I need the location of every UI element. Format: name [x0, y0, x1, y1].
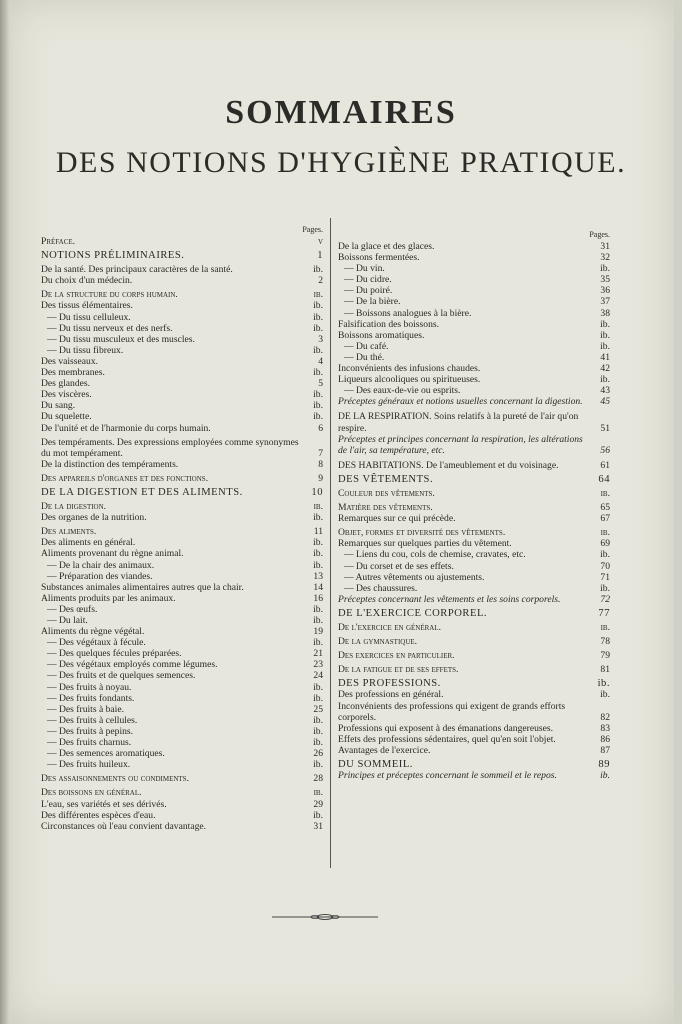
toc-entry-page: ib.: [313, 289, 323, 301]
toc-entry-title: Effets des professions sédentaires, quel qu'en soit l'objet.: [338, 733, 556, 745]
toc-entry-page: ib.: [313, 501, 323, 513]
toc-entry-page: 8: [318, 458, 323, 470]
toc-entry: [338, 374, 610, 385]
toc-entry-title: — Des eaux-de-vie ou esprits.: [344, 385, 461, 397]
toc-entry-page: 37: [600, 296, 610, 308]
toc-entry-title: — Des chaussures.: [344, 582, 418, 594]
toc-entry-title: Du squelette.: [41, 411, 92, 423]
toc-entry-page: 10: [311, 486, 323, 498]
toc-entry: [338, 385, 610, 396]
toc-entry-title: — Des fruits et de quelques semences.: [47, 670, 196, 682]
toc-entry-page: 61: [600, 459, 610, 471]
toc-entry: [41, 582, 323, 593]
toc-entry: [338, 502, 610, 513]
toc-entry-page: ib.: [600, 527, 610, 539]
toc-entry: [41, 759, 323, 770]
toc-entry-page: 69: [600, 538, 610, 550]
toc-entry: [41, 737, 323, 748]
toc-entry: [338, 572, 610, 583]
toc-entry-page: ib.: [313, 787, 323, 799]
toc-entry-page: 65: [600, 502, 610, 514]
toc-entry-page: 31: [600, 241, 610, 252]
toc-right-column: [338, 229, 610, 781]
toc-entry: [41, 537, 323, 548]
toc-entry-title: DES PROFESSIONS.: [338, 678, 441, 690]
toc-entry-title: — De la chair des animaux.: [47, 559, 155, 571]
toc-entry: [338, 330, 610, 341]
toc-entry-page: 36: [600, 285, 610, 297]
toc-entry: [338, 411, 610, 433]
toc-entry-title: DU SOMMEIL.: [338, 759, 413, 771]
toc-entry-page: 72: [600, 593, 610, 605]
toc-entry-page: ib.: [313, 714, 323, 726]
toc-entry: [338, 263, 610, 274]
toc-entry: [41, 389, 323, 400]
toc-entry-page: 3: [318, 333, 323, 345]
toc-entry: [41, 726, 323, 737]
toc-entry-title: — Liens du cou, cols de chemise, cravates, etc.: [344, 549, 526, 561]
toc-entry-page: ib.: [600, 770, 610, 782]
toc-entry-page: ib.: [313, 615, 323, 626]
toc-entry: [41, 799, 323, 810]
toc-entry-title: Des membranes.: [41, 367, 105, 379]
toc-entry: [41, 323, 323, 334]
toc-entry-page: 28: [313, 773, 323, 785]
toc-entry: [338, 308, 610, 319]
toc-entry-page: 67: [600, 513, 610, 525]
toc-entry-title: Avantages de l'exercice.: [338, 744, 431, 756]
toc-entry: [338, 664, 610, 675]
toc-entry-title: Des professions en général.: [338, 689, 444, 701]
toc-entry-title: — Autres vêtements ou ajustements.: [344, 571, 485, 583]
toc-entry: [41, 571, 323, 582]
toc-entry-page: 43: [600, 385, 610, 397]
toc-entry: [41, 693, 323, 704]
toc-entry: [338, 622, 610, 633]
toc-entry-title: Préceptes généraux et notions usuelles concernant la digestion.: [338, 396, 583, 408]
toc-entry-page: 77: [598, 607, 610, 619]
toc-entry-page: 82: [600, 711, 610, 723]
toc-entry-page: ib.: [600, 340, 610, 352]
toc-entry: [338, 650, 610, 661]
toc-entry-page: ib.: [313, 692, 323, 704]
toc-entry-page: ib.: [313, 725, 323, 737]
toc-entry-title: Préceptes concernant les vêtements et les soins corporels.: [338, 593, 561, 605]
pages-label-right: Pages.: [589, 230, 610, 239]
toc-entry: [41, 659, 323, 670]
toc-entry-page: 41: [600, 351, 610, 363]
toc-entry-page: ib.: [313, 311, 323, 323]
toc-entry: [338, 594, 610, 605]
toc-entry-page: ib.: [313, 548, 323, 560]
toc-entry-title: De l'unité et de l'harmonie du corps humain.: [41, 422, 211, 434]
toc-entry: [41, 787, 323, 798]
toc-entry: [41, 593, 323, 604]
toc-entry-title: DES VÊTEMENTS.: [338, 473, 434, 485]
toc-entry-page: ib.: [600, 622, 610, 633]
toc-entry: [41, 236, 323, 247]
toc-entry-title: Remarques sur quelques parties du vêtement.: [338, 538, 512, 550]
toc-entry: [338, 319, 610, 330]
toc-entry-page: 70: [600, 560, 610, 572]
toc-entry-page: ib.: [313, 759, 323, 771]
toc-entry-title: Substances animales alimentaires autres que la chair.: [41, 581, 244, 593]
toc-entry-title: Préceptes et principes concernant la respiration, les altérations de l'air, sa température, etc.: [338, 433, 583, 456]
toc-entry: [41, 312, 323, 323]
toc-entry-title: — Du cidre.: [344, 274, 392, 286]
toc-entry-page: ib.: [313, 400, 323, 412]
toc-entry: [338, 460, 610, 471]
toc-entry-title: Des appareils d'organes et des fonctions.: [41, 472, 209, 484]
toc-entry: [338, 549, 610, 560]
toc-entry-title: Des aliments en général.: [41, 537, 136, 549]
toc-entry-title: Des glandes.: [41, 378, 91, 390]
toc-entry-page: 24: [313, 670, 323, 682]
toc-entry: [41, 378, 323, 389]
toc-entry: [338, 341, 610, 352]
toc-entry-title: — Des semences aromatiques.: [47, 748, 165, 760]
toc-entry: [41, 715, 323, 726]
toc-entry: [338, 636, 610, 647]
toc-entry-page: ib.: [600, 329, 610, 341]
toc-entry-title: Des aliments.: [41, 526, 97, 538]
toc-entry-page: ib.: [600, 689, 610, 701]
toc-entry-title: Inconvénients des professions qui exigent de grands efforts corporels.: [338, 700, 566, 723]
toc-entry-title: De la santé. Des principaux caractères de la santé.: [41, 264, 233, 276]
toc-entry-title: DE L'EXERCICE CORPOREL.: [338, 607, 488, 619]
toc-entry-page: 16: [313, 592, 323, 604]
toc-entry-page: 4: [318, 355, 323, 367]
toc-entry-page: 21: [313, 648, 323, 660]
toc-entry-page: 6: [318, 422, 323, 434]
toc-entry-page: 56: [600, 444, 610, 456]
toc-entry-page: 1: [317, 250, 323, 262]
toc-entry: [41, 300, 323, 311]
toc-entry-title: — Des fruits à pepins.: [47, 725, 134, 737]
toc-entry: [41, 560, 323, 571]
toc-entry-page: ib.: [313, 737, 323, 749]
toc-entry-title: — Du thé.: [344, 351, 385, 363]
toc-entry-page: ib.: [313, 322, 323, 334]
toc-entry: [338, 363, 610, 374]
toc-entry: [338, 583, 610, 594]
toc-entry-page: 31: [313, 820, 323, 832]
toc-entry-title: — Boissons analogues à la bière.: [344, 307, 472, 319]
toc-entry-title: DE LA RESPIRATION. Soins relatifs à la pureté de l'air qu'on respire.: [338, 411, 579, 434]
toc-entry-page: 38: [600, 307, 610, 319]
toc-entry-title: Des tempéraments. Des expressions employées comme synonymes du mot tempérament.: [41, 436, 299, 459]
toc-entry: [41, 473, 323, 484]
toc-entry-page: 35: [600, 274, 610, 286]
toc-entry: [338, 678, 610, 689]
toc-entry-title: — Des fruits à cellules.: [47, 714, 138, 726]
toc-entry-title: — Des fruits charnus.: [47, 737, 132, 749]
toc-entry: [338, 352, 610, 363]
toc-entry-page: ib.: [600, 318, 610, 330]
toc-entry: [41, 423, 323, 434]
toc-entry-title: — Du lait.: [47, 615, 88, 626]
toc-entry-page: 19: [313, 626, 323, 638]
toc-entry: [41, 615, 323, 626]
toc-entry: [41, 411, 323, 422]
toc-entry-page: ib.: [313, 537, 323, 549]
toc-entry-page: ib.: [600, 374, 610, 386]
toc-entry-title: De la distinction des tempéraments.: [41, 458, 179, 470]
toc-entry-page: 79: [600, 650, 610, 662]
toc-entry-title: Du choix d'un médecin.: [41, 275, 133, 287]
toc-entry-page: 5: [318, 378, 323, 390]
toc-entry-title: Boissons aromatiques.: [338, 329, 425, 341]
toc-entry-page: 11: [313, 526, 323, 538]
toc-entry: [338, 770, 610, 781]
toc-entry-title: Des tissus élémentaires.: [41, 300, 133, 312]
toc-entry-title: — Des végétaux à fécule.: [47, 637, 146, 649]
toc-entry-page: 9: [318, 472, 323, 484]
toc-entry-page: 81: [600, 664, 610, 676]
toc-entry-title: DES HABITATIONS. De l'ameublement et du voisinage.: [338, 459, 559, 471]
toc-entry-title: Des viscères.: [41, 389, 92, 401]
toc-entry: [338, 723, 610, 734]
toc-entry: [338, 285, 610, 296]
toc-entry-title: De la digestion.: [41, 501, 107, 513]
toc-entry: [338, 561, 610, 572]
toc-entry-page: ib.: [600, 487, 610, 499]
toc-entry: [41, 437, 323, 459]
toc-entry-title: NOTIONS PRÉLIMINAIRES.: [41, 250, 185, 262]
toc-entry: [41, 748, 323, 759]
toc-left-entries: [41, 236, 323, 832]
toc-entry-page: ib.: [313, 367, 323, 379]
toc-entry-page: 42: [600, 363, 610, 375]
toc-entry-page: 13: [313, 570, 323, 582]
toc-entry-title: Aliments du règne végétal.: [41, 626, 145, 638]
toc-entry-page: 32: [600, 252, 610, 264]
toc-entry-title: De la glace et des glaces.: [338, 241, 435, 252]
toc-entry-page: ib.: [313, 411, 323, 423]
toc-entry-title: — Des végétaux employés comme légumes.: [47, 659, 218, 671]
toc-entry-page: ib.: [313, 264, 323, 276]
toc-entry: [41, 400, 323, 411]
toc-entry: [41, 810, 323, 821]
toc-entry: [338, 274, 610, 285]
toc-entry: [41, 345, 323, 356]
toc-entry-title: — Des fruits à baie.: [47, 703, 124, 715]
toc-entry: [41, 548, 323, 559]
toc-entry-title: — Du tissu celluleux.: [47, 311, 131, 323]
toc-entry-page: 78: [600, 636, 610, 648]
toc-entry-title: — Des fruits fondants.: [47, 692, 135, 704]
toc-entry: [338, 434, 610, 456]
subtitle: DES NOTIONS D'HYGIÈNE PRATIQUE.: [55, 146, 627, 179]
toc-entry-page: 29: [313, 798, 323, 810]
toc-entry: [338, 701, 610, 723]
toc-entry: [41, 682, 323, 693]
toc-entry-title: Aliments produits par les animaux.: [41, 592, 176, 604]
toc-entry: [338, 527, 610, 538]
toc-entry: [41, 773, 323, 784]
toc-entry: [41, 367, 323, 378]
toc-entry: [41, 704, 323, 715]
toc-entry: [41, 821, 323, 832]
toc-entry-title: — Du café.: [344, 340, 389, 352]
toc-entry-title: De la gymnastique.: [338, 636, 418, 648]
toc-entry-title: Circonstances où l'eau convient davantage.: [41, 820, 207, 832]
toc-entry: [338, 513, 610, 524]
toc-entry-title: — Du vin.: [344, 263, 385, 275]
toc-entry: [41, 487, 323, 498]
toc-entry: [338, 689, 610, 700]
toc-entry-page: 89: [598, 759, 610, 771]
toc-entry-title: — De la bière.: [344, 296, 401, 308]
toc-entry-title: Liqueurs alcooliques ou spiritueuses.: [338, 374, 481, 386]
toc-entry-title: Falsification des boissons.: [338, 318, 439, 330]
toc-entry: [41, 526, 323, 537]
toc-entry-title: De l'exercice en général.: [338, 622, 442, 633]
toc-entry: [41, 250, 323, 261]
toc-entry-title: Inconvénients des infusions chaudes.: [338, 363, 481, 375]
toc-entry: [41, 512, 323, 523]
toc-entry-title: Aliments provenant du règne animal.: [41, 548, 184, 560]
toc-entry-title: De la structure du corps humain.: [41, 289, 178, 301]
pages-label-left: Pages.: [302, 225, 323, 234]
toc-entry-page: 25: [313, 703, 323, 715]
toc-entry-page: 83: [600, 722, 610, 734]
toc-entry: [338, 608, 610, 619]
toc-entry-page: ib.: [600, 582, 610, 594]
toc-entry-title: De la fatigue et de ses effets.: [338, 664, 459, 676]
toc-entry-title: Matière des vêtements.: [338, 502, 433, 514]
ornament-rule: [270, 912, 380, 922]
toc-entry-title: — Préparation des viandes.: [47, 570, 153, 582]
toc-entry: [338, 759, 610, 770]
toc-entry-page: 87: [600, 744, 610, 756]
toc-entry-page: ib.: [313, 300, 323, 312]
toc-entry-title: Des organes de la nutrition.: [41, 512, 147, 524]
toc-entry: [338, 538, 610, 549]
toc-entry-page: 26: [313, 748, 323, 760]
toc-entry-page: 7: [318, 447, 323, 459]
toc-entry-page: ib.: [313, 559, 323, 571]
toc-entry: [41, 275, 323, 286]
toc-entry: [338, 296, 610, 307]
toc-entry-page: v: [317, 236, 323, 247]
toc-entry-title: Boissons fermentées.: [338, 252, 420, 264]
toc-entry-title: Des assaisonnements ou condiments.: [41, 773, 189, 785]
toc-entry: [338, 241, 610, 252]
toc-entry-title: Des différentes espèces d'eau.: [41, 809, 156, 821]
toc-entry-page: ib.: [600, 549, 610, 561]
toc-entry: [338, 252, 610, 263]
toc-entry: [41, 356, 323, 367]
toc-entry-page: ib.: [313, 603, 323, 615]
toc-entry-title: — Des fruits huileux.: [47, 759, 131, 771]
toc-entry-title: Des boissons en général.: [41, 787, 142, 799]
toc-entry-page: ib.: [313, 681, 323, 693]
toc-entry: [41, 334, 323, 345]
toc-entry: [41, 604, 323, 615]
main-title: SOMMAIRES: [225, 94, 457, 131]
toc-entry-title: — Du tissu fibreux.: [47, 344, 124, 356]
column-divider: [330, 218, 331, 868]
toc-entry-title: Des vaisseaux.: [41, 355, 99, 367]
toc-entry-title: — Des quelques fécules préparées.: [47, 648, 182, 660]
toc-entry-title: L'eau, ses variétés et ses dérivés.: [41, 798, 167, 810]
toc-entry: [41, 264, 323, 275]
toc-left-column: [41, 224, 323, 832]
toc-entry-title: Préface.: [41, 236, 76, 247]
toc-entry: [41, 289, 323, 300]
toc-entry-page: ib.: [313, 344, 323, 356]
toc-entry: [41, 626, 323, 637]
toc-entry-title: Remarques sur ce qui précède.: [338, 513, 456, 525]
toc-entry-page: ib.: [313, 637, 323, 649]
toc-entry-title: DE LA DIGESTION ET DES ALIMENTS.: [41, 486, 243, 498]
toc-entry: [41, 670, 323, 681]
toc-entry: [338, 745, 610, 756]
toc-entry-title: Objet, formes et diversité des vêtements.: [338, 527, 506, 539]
toc-entry-page: ib.: [313, 512, 323, 524]
toc-entry-title: Professions qui exposent à des émanations dangereuses.: [338, 722, 554, 734]
toc-entry-page: 14: [313, 581, 323, 593]
toc-entry-page: 2: [318, 275, 323, 287]
toc-entry: [41, 648, 323, 659]
toc-entry-title: — Du tissu nerveux et des nerfs.: [47, 322, 173, 334]
toc-entry-page: 51: [600, 422, 610, 434]
toc-entry-title: — Des fruits à noyau.: [47, 681, 132, 693]
toc-entry-title: Couleur des vêtements.: [338, 487, 435, 499]
toc-entry-title: Du sang.: [41, 400, 76, 412]
toc-entry-title: — Du tissu musculeux et des muscles.: [47, 333, 195, 345]
toc-entry: [41, 501, 323, 512]
toc-entry-title: — Du poiré.: [344, 285, 393, 297]
toc-entry-page: ib.: [597, 678, 610, 690]
toc-entry-title: — Du corset et de ses effets.: [344, 560, 454, 572]
toc-entry-page: 71: [600, 571, 610, 583]
toc-entry: [338, 396, 610, 407]
toc-entry: [338, 474, 610, 485]
toc-entry-page: ib.: [313, 809, 323, 821]
toc-entry-title: Principes et préceptes concernant le sommeil et le repos.: [338, 770, 557, 782]
toc-entry-page: 45: [600, 396, 610, 408]
toc-entry-page: 64: [598, 473, 610, 485]
toc-entry-page: 23: [313, 659, 323, 671]
toc-entry-page: 86: [600, 733, 610, 745]
toc-entry: [41, 637, 323, 648]
toc-entry-title: Des exercices en particulier.: [338, 650, 455, 662]
toc-entry-page: ib.: [313, 389, 323, 401]
toc-entry: [338, 488, 610, 499]
toc-entry-page: ib.: [600, 263, 610, 275]
toc-entry: [338, 734, 610, 745]
toc-entry-title: — Des œufs.: [47, 603, 98, 615]
toc-entry: [41, 459, 323, 470]
toc-right-entries: [338, 241, 610, 781]
